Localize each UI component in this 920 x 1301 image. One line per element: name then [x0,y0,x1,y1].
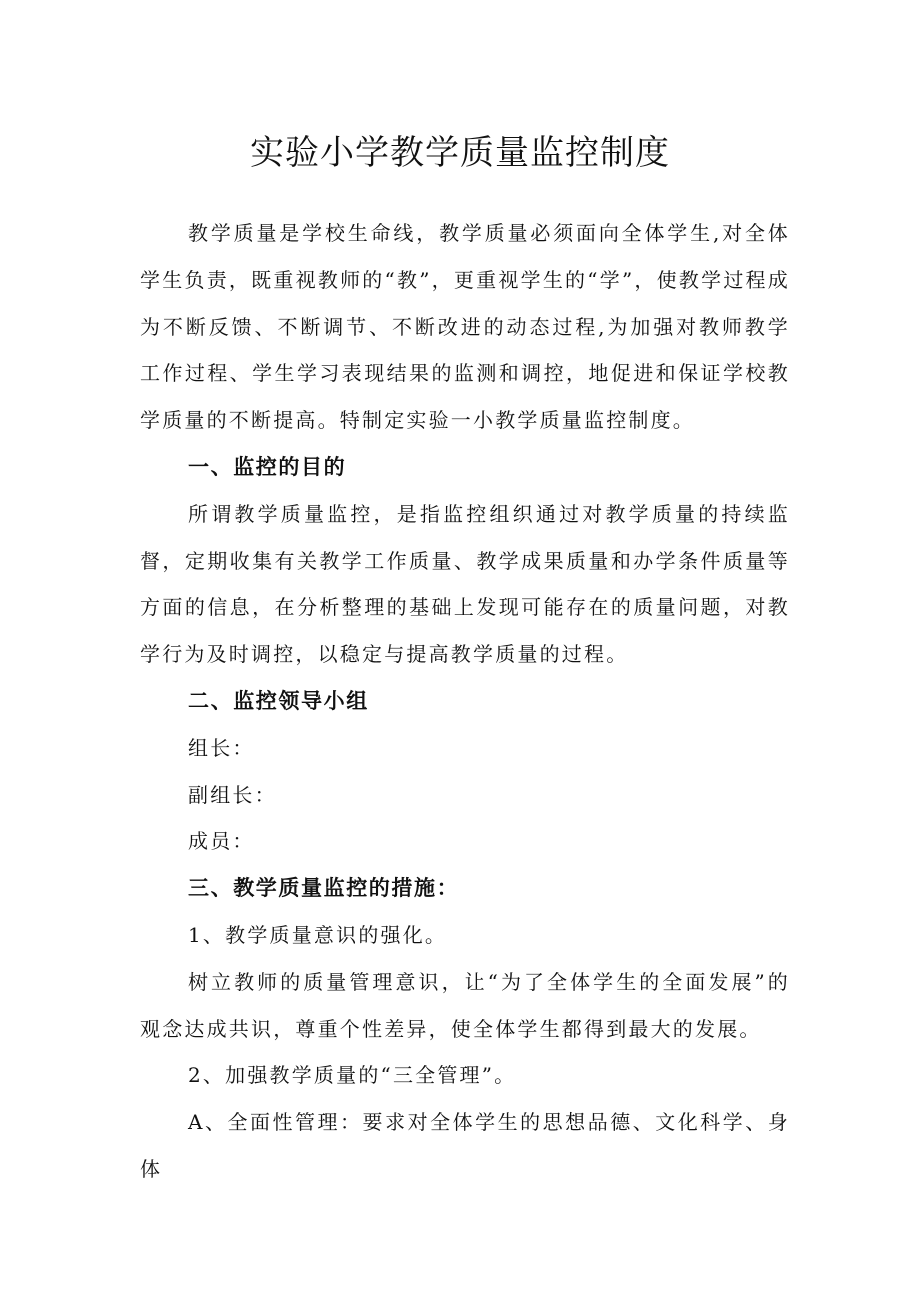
section-1-paragraph: 所谓教学质量监控，是指监控组织通过对教学质量的持续监督，定期收集有关教学工作质量、教学成果质量和办学条件质量等方面的信息，在分析整理的基础上发现可能存在的质量问题，对教学行为及时调控，以稳定与提高教学质量的过程。 [140,501,790,667]
item-1-paragraph: 树立教师的质量管理意识，让“为了全体学生的全面发展”的观念达成共识，尊重个性差异，使全体学生都得到最大的发展。 [140,969,790,1041]
deputy-leader-line: 副组长： [188,782,277,807]
document-title: 实验小学教学质量监控制度 [250,133,670,173]
section-2-heading: 二、监控领导小组 [188,688,369,713]
document-body [140,210,790,1193]
intro-paragraph: 教学质量是学校生命线，教学质量必须面向全体学生,对全体学生负责，既重视教师的“教”，更重视学生的“学”，使教学过程成为不断反馈、不断调节、不断改进的动态过程,为加强对教师教学工作过程、学生学习表现结果的监测和调控，地促进和保证学校教学质量的不断提高。特制定实验一小教学质量监控制度。 [140,221,790,433]
item-2-title: 2、加强教学质量的“三全管理”。 [188,1063,517,1088]
section-3-heading: 三、教学质量监控的措施： [188,876,460,901]
members-line: 成员： [188,829,255,854]
section-1-heading: 一、监控的目的 [188,454,347,479]
leader-line: 组长： [188,735,255,760]
item-2a-line: A、全面性管理：要求对全体学生的思想品德、文化科学、身体 [140,1110,790,1181]
item-1-title: 1、教学质量意识的强化。 [188,922,448,947]
